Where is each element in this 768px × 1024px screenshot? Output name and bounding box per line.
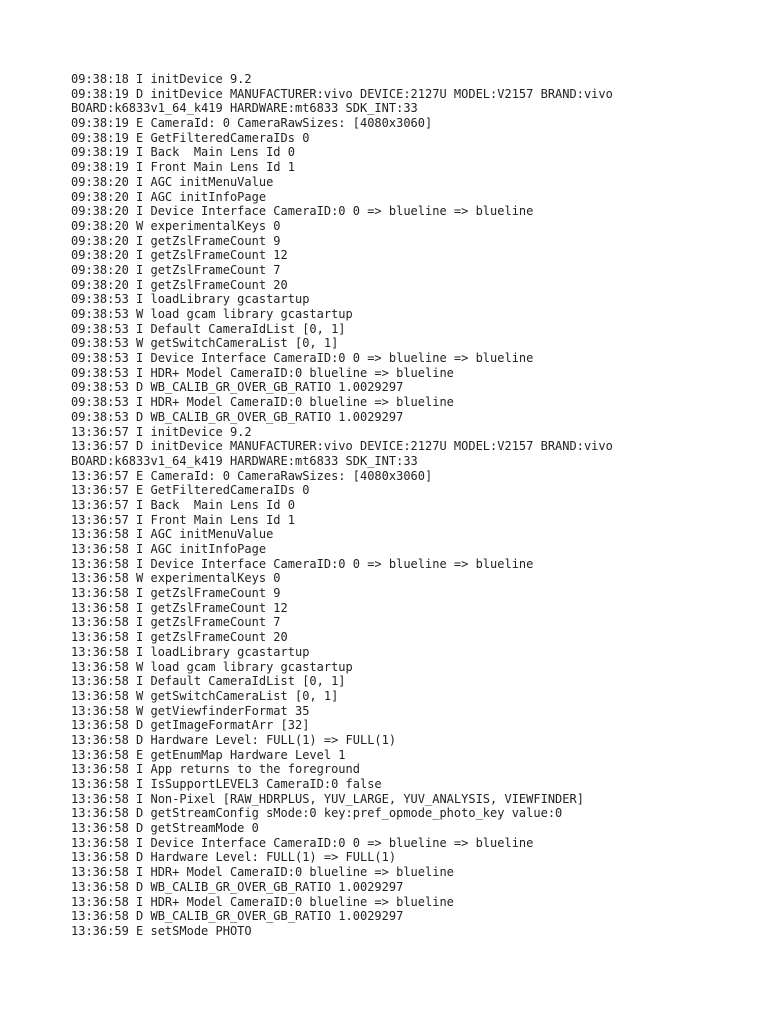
log-line: 13:36:57 E GetFilteredCameraIDs 0 xyxy=(71,483,310,498)
log-line: 09:38:19 I Front Main Lens Id 1 xyxy=(71,160,295,175)
log-line: 09:38:20 I getZslFrameCount 20 xyxy=(71,277,288,292)
log-line: 09:38:53 W load gcam library gcastartup xyxy=(71,307,353,321)
log-line: 09:38:20 I getZslFrameCount 9 xyxy=(71,233,281,248)
log-line: 09:38:20 I AGC initInfoPage xyxy=(71,189,267,204)
log-line: 13:36:58 D WB_CALIB_GR_OVER_GB_RATIO 1.0029297 xyxy=(71,879,404,894)
log-line: 09:38:53 D WB_CALIB_GR_OVER_GB_RATIO 1.0029297 xyxy=(71,380,404,395)
log-line: 09:38:20 I getZslFrameCount 12 xyxy=(71,248,288,263)
log-output xyxy=(71,72,751,939)
log-line: 09:38:20 I Device Interface CameraID:0 0 => blueline => blueline xyxy=(71,204,534,219)
log-line: 13:36:58 W load gcam library gcastartup xyxy=(71,659,353,674)
log-line: BOARD:k6833v1_64_k419 HARDWARE:mt6833 SDK_INT:33 xyxy=(71,453,418,468)
log-line: 13:36:58 I Device Interface CameraID:0 0 => blueline => blueline xyxy=(71,556,534,571)
log-line: 09:38:53 I HDR+ Model CameraID:0 blueline => blueline xyxy=(71,365,454,380)
log-line: 13:36:58 D getStreamMode 0 xyxy=(71,821,259,836)
log-line: 13:36:58 I Device Interface CameraID:0 0 => blueline => blueline xyxy=(71,835,534,850)
log-line: 09:38:53 I Device Interface CameraID:0 0 => blueline => blueline xyxy=(71,351,534,366)
log-line: 13:36:58 D WB_CALIB_GR_OVER_GB_RATIO 1.0029297 xyxy=(71,909,404,924)
log-line: 13:36:58 I Non-Pixel [RAW_HDRPLUS, YUV_LARGE, YUV_ANALYSIS, VIEWFINDER] xyxy=(71,791,584,806)
log-line: 13:36:58 E getEnumMap Hardware Level 1 xyxy=(71,747,346,762)
log-line: 13:36:58 I HDR+ Model CameraID:0 blueline => blueline xyxy=(71,894,454,909)
log-line: 13:36:58 I getZslFrameCount 20 xyxy=(71,630,288,645)
log-line: 13:36:58 I AGC initMenuValue xyxy=(71,527,274,542)
log-line: 13:36:58 W getSwitchCameraList [0, 1] xyxy=(71,688,339,703)
log-line: 09:38:20 I AGC initMenuValue xyxy=(71,174,274,189)
log-line: 13:36:58 D Hardware Level: FULL(1) => FULL(1) xyxy=(71,850,397,865)
log-line: 13:36:57 D initDevice MANUFACTURER:vivo DEVICE:2127U MODEL:V2157 BRAND:vivo xyxy=(71,439,613,454)
log-line: 13:36:57 I Back Main Lens Id 0 xyxy=(71,497,295,512)
log-line: 09:38:53 W getSwitchCameraList [0, 1] xyxy=(71,336,339,351)
log-line: 13:36:58 I HDR+ Model CameraID:0 blueline => blueline xyxy=(71,865,454,880)
log-line: 09:38:18 I initDevice 9.2 xyxy=(71,72,252,86)
log-line: 13:36:58 I App returns to the foreground xyxy=(71,762,360,777)
log-line: 13:36:58 I getZslFrameCount 7 xyxy=(71,615,281,630)
log-line: 09:38:19 I Back Main Lens Id 0 xyxy=(71,145,295,160)
log-line: 13:36:58 I getZslFrameCount 12 xyxy=(71,600,288,615)
log-line: 13:36:58 I Default CameraIdList [0, 1] xyxy=(71,674,346,689)
log-line: 13:36:58 I getZslFrameCount 9 xyxy=(71,586,281,601)
log-line: 13:36:58 D getImageFormatArr [32] xyxy=(71,718,310,733)
log-line: 13:36:58 W experimentalKeys 0 xyxy=(71,571,281,586)
log-line: 13:36:58 I loadLibrary gcastartup xyxy=(71,644,310,659)
log-line: 09:38:19 E GetFilteredCameraIDs 0 xyxy=(71,130,310,145)
log-line: 09:38:53 I HDR+ Model CameraID:0 blueline => blueline xyxy=(71,395,454,410)
log-line: 13:36:58 I AGC initInfoPage xyxy=(71,542,267,556)
log-line: 13:36:59 E setSMode PHOTO xyxy=(71,923,252,938)
log-line: BOARD:k6833v1_64_k419 HARDWARE:mt6833 SDK_INT:33 xyxy=(71,101,418,116)
log-line: 13:36:57 I initDevice 9.2 xyxy=(71,424,252,439)
log-line: 13:36:58 W getViewfinderFormat 35 xyxy=(71,703,310,718)
log-line: 09:38:19 E CameraId: 0 CameraRawSizes: [4080x3060] xyxy=(71,116,433,131)
log-line: 13:36:57 I Front Main Lens Id 1 xyxy=(71,512,295,527)
log-line: 09:38:53 I loadLibrary gcastartup xyxy=(71,292,310,307)
log-line: 09:38:53 D WB_CALIB_GR_OVER_GB_RATIO 1.0029297 xyxy=(71,409,404,424)
log-line: 09:38:20 I getZslFrameCount 7 xyxy=(71,262,281,277)
log-line: 09:38:53 I Default CameraIdList [0, 1] xyxy=(71,321,346,336)
log-line: 13:36:58 D getStreamConfig sMode:0 key:pref_opmode_photo_key value:0 xyxy=(71,806,563,821)
log-line: 09:38:20 W experimentalKeys 0 xyxy=(71,218,281,233)
log-line: 13:36:58 I IsSupportLEVEL3 CameraID:0 false xyxy=(71,777,382,791)
log-line: 09:38:19 D initDevice MANUFACTURER:vivo DEVICE:2127U MODEL:V2157 BRAND:vivo xyxy=(71,86,613,101)
log-line: 13:36:57 E CameraId: 0 CameraRawSizes: [4080x3060] xyxy=(71,468,433,483)
log-line: 13:36:58 D Hardware Level: FULL(1) => FULL(1) xyxy=(71,732,397,747)
